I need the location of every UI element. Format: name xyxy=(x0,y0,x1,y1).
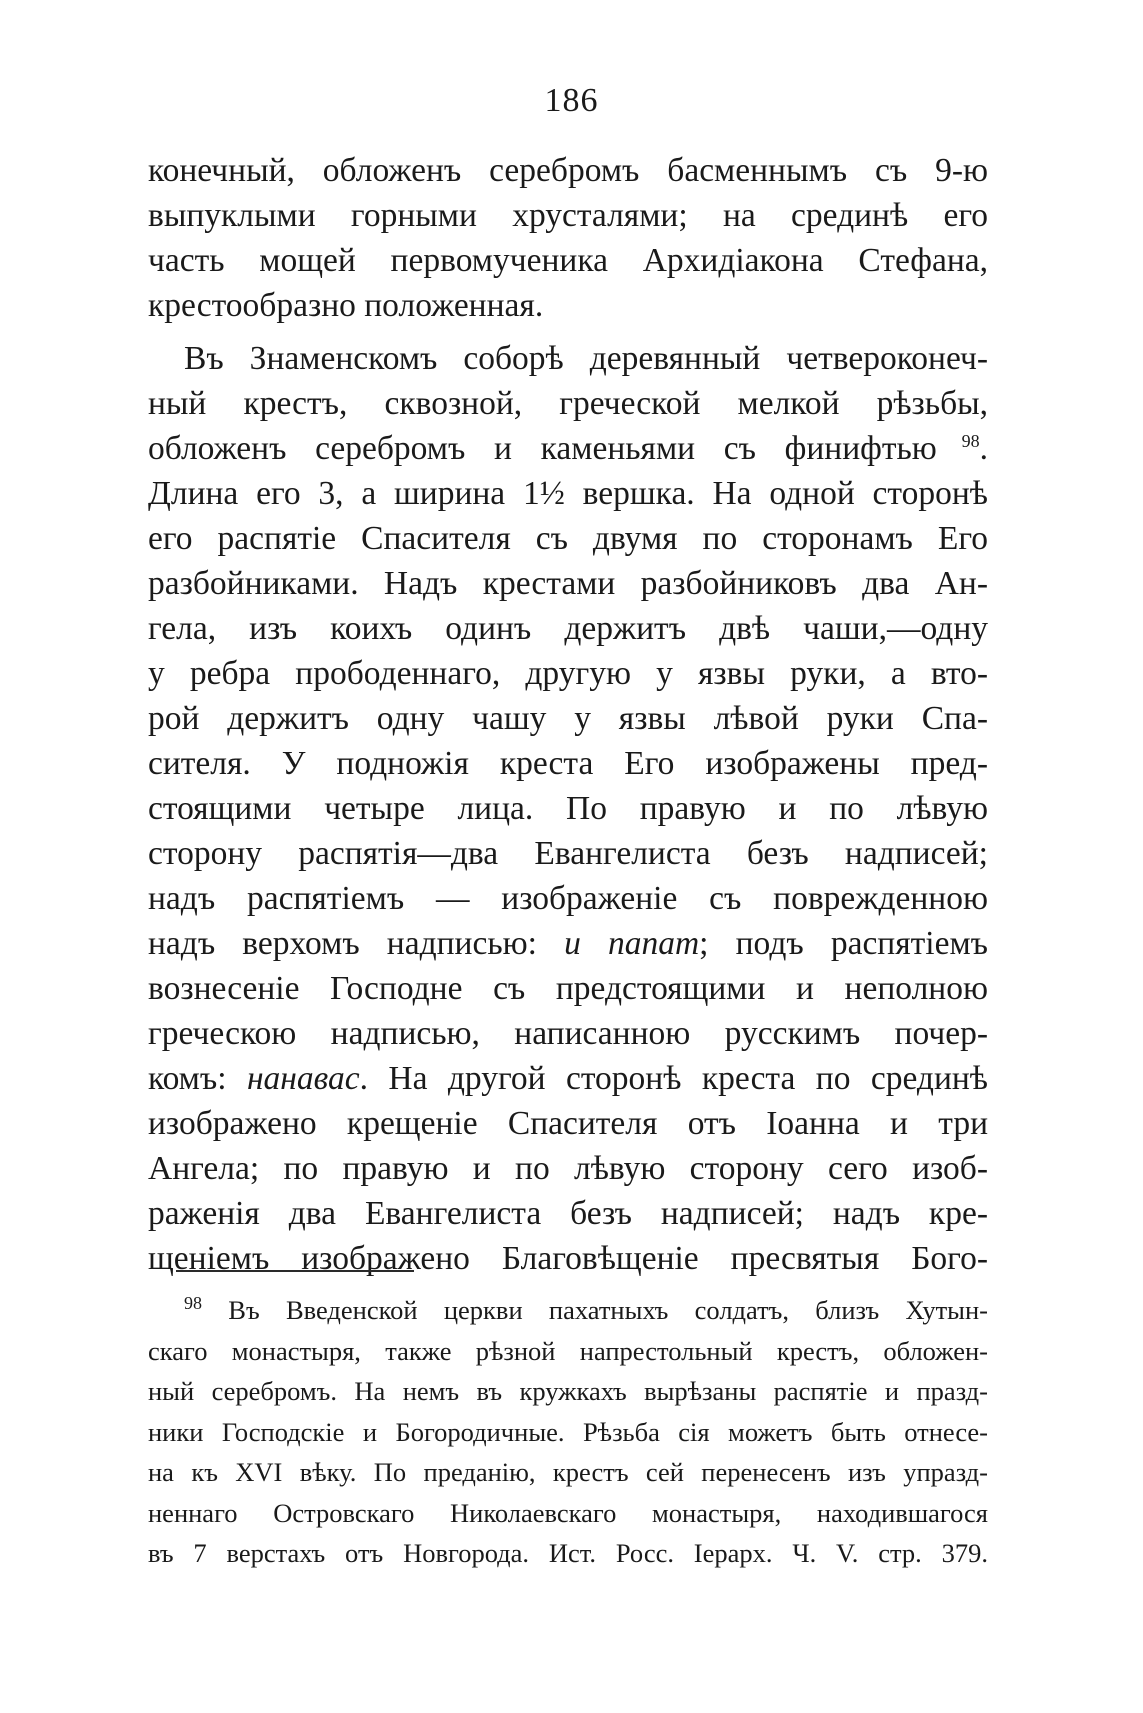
line-text: часть мощей первомученика Архидiакона Стефана, xyxy=(148,242,988,279)
line-text: надъ распятiемъ — изображенiе съ поврежденною xyxy=(148,880,988,917)
line-text: ный серебромъ. На немъ въ кружкахъ вырѣзаны распятiе и празд- xyxy=(148,1376,988,1406)
page-number: 186 xyxy=(544,82,599,119)
body-line xyxy=(148,148,988,193)
line-text: сторону распятiя—два Евангелиста безъ надписей; xyxy=(148,835,988,872)
body-line xyxy=(148,1011,988,1056)
line-text: на къ XVI вѣку. По преданiю, крестъ сей перенесенъ изъ упразд- xyxy=(148,1457,988,1487)
body-line xyxy=(148,876,988,921)
line-text: въ 7 верстахъ отъ Новгорода. Ист. Росс. Iерарх. Ч. V. стр. 379. xyxy=(148,1538,988,1568)
line-text: изображено крещенiе Спасителя отъ Iоанна и три xyxy=(148,1105,988,1142)
italic-text: и папат xyxy=(564,925,700,962)
body-line xyxy=(148,336,988,381)
line-text: вознесенiе Господне съ предстоящими и неполною xyxy=(148,970,988,1007)
body-line xyxy=(148,426,988,471)
line-text: комъ: xyxy=(148,1060,247,1097)
line-text: Ангела; по правую и по лѣвую сторону сего изоб- xyxy=(148,1150,988,1187)
body-line xyxy=(148,786,988,831)
line-text: гела, изъ коихъ одинъ держитъ двѣ чаши,—одну xyxy=(148,610,988,647)
body-line xyxy=(148,1236,988,1281)
line-text: стоящими четыре лица. По правую и по лѣвую xyxy=(148,790,988,827)
line-text: сителя. У подножiя креста Его изображены пред- xyxy=(148,745,988,782)
body-gap xyxy=(148,328,988,336)
body-line xyxy=(148,193,988,238)
line-text: Въ Знаменскомъ соборѣ деревянный четвероконеч- xyxy=(184,340,988,377)
line-text: щенiемъ изображено Благовѣщенiе пресвятыя Бого- xyxy=(148,1240,988,1277)
italic-text: нанавас xyxy=(246,1060,360,1097)
body-line xyxy=(148,516,988,561)
line-text: греческою надписью, написанною русскимъ почер- xyxy=(148,1015,988,1052)
line-text: неннаго Островскаго Николаевскаго монастыря, находившагося xyxy=(148,1497,988,1528)
body-line xyxy=(148,1191,988,1236)
line-text: рой держитъ одну чашу у язвы лѣвой руки Спа- xyxy=(148,700,988,737)
line-text: . На другой сторонѣ креста по срединѣ xyxy=(359,1060,988,1097)
body-line xyxy=(148,741,988,786)
body-line xyxy=(148,651,988,696)
body-line xyxy=(148,606,988,651)
footnote-reference: 98 xyxy=(936,430,980,451)
line-text: Въ Введенской церкви пахатныхъ солдатъ, близъ Хутын- xyxy=(202,1295,988,1325)
body-line xyxy=(148,921,988,966)
footnote-line xyxy=(148,1331,988,1372)
body-line xyxy=(148,471,988,516)
line-text: . xyxy=(979,430,988,467)
line-text: конечный, обложенъ серебромъ басменнымъ съ 9-ю xyxy=(148,152,988,189)
footnote-line xyxy=(148,1493,988,1534)
body-line xyxy=(148,966,988,1011)
body-line xyxy=(148,831,988,876)
line-text: Длина его 3, а ширина 1½ вершка. На одной сторонѣ xyxy=(148,475,988,512)
body-line xyxy=(148,1146,988,1191)
footnote-line xyxy=(148,1371,988,1412)
line-text: обложенъ серебромъ и каменьями съ финифтью xyxy=(148,430,937,467)
footnote-line xyxy=(148,1290,988,1331)
body-line xyxy=(148,1056,988,1101)
body-line xyxy=(148,283,988,328)
line-text: выпуклыми горными хрусталями; на срединѣ его xyxy=(148,197,988,234)
body-line xyxy=(148,381,988,426)
line-text: надъ верхомъ надписью: xyxy=(148,925,565,962)
line-text: у ребра прободеннаго, другую у язвы руки, а вто- xyxy=(148,655,988,692)
line-text: ; подъ распятiемъ xyxy=(699,925,988,962)
footnote-marker: 98 xyxy=(184,1293,202,1314)
footnote-line xyxy=(148,1412,988,1453)
line-text: его распятiе Спасителя съ двумя по сторонамъ Его xyxy=(148,520,988,557)
line-text: ники Господскiе и Богородичные. Рѣзьба сiя можетъ быть отнесе- xyxy=(148,1416,988,1447)
line-text: крестообразно положенная. xyxy=(148,287,544,324)
main-text xyxy=(148,148,988,1281)
body-line xyxy=(148,561,988,606)
line-text: скаго монастыря, также рѣзной напрестольный крестъ, обложен- xyxy=(148,1335,988,1366)
line-text: разбойниками. Надъ крестами разбойниковъ два Ан- xyxy=(148,565,988,602)
footnote-separator xyxy=(176,1270,414,1272)
footnote xyxy=(148,1290,988,1574)
footnote-line xyxy=(148,1452,988,1493)
body-line xyxy=(148,1101,988,1146)
footnote-line xyxy=(148,1533,988,1574)
body-line xyxy=(148,238,988,283)
line-text: раженiя два Евангелиста безъ надписей; надъ кре- xyxy=(148,1195,988,1232)
line-text: ный крестъ, сквозной, греческой мелкой рѣзьбы, xyxy=(148,385,988,422)
body-line xyxy=(148,696,988,741)
